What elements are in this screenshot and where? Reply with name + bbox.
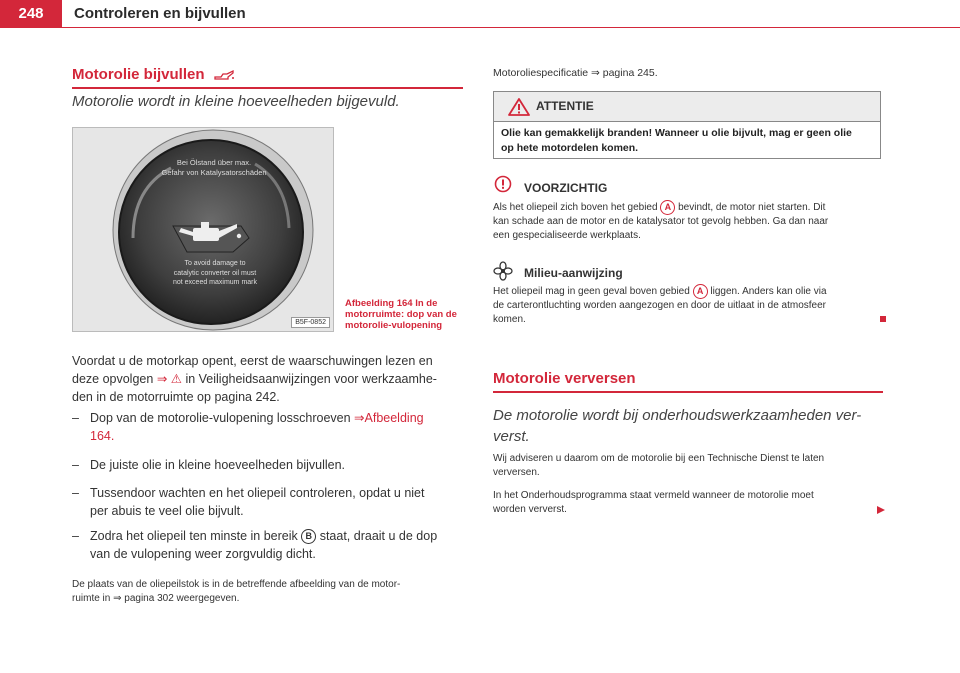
environment-text: Het oliepeil mag in geen geval boven gebied [493,286,693,298]
caution-title: VOORZICHTIG [524,181,608,195]
figure-code: B5F-0852 [291,317,330,328]
section-rule [493,391,883,393]
list-item [72,456,490,474]
warning-header [494,92,880,122]
dash: – [72,486,79,500]
environment-text: liggen. Anders kan olie via [707,286,827,298]
figure-link[interactable]: ⇒Afbeelding [354,411,424,425]
environment-line-2: de carterontluchting worden aangezogen en door de uitlaat in de atmosfeer [493,300,827,312]
figure-link-number[interactable]: 164. [90,429,115,443]
list-item-text: per abuis te veel olie bijvult. [90,504,244,518]
subtitle-line-1: De motorolie wordt bij onderhoudswerkzaamheden ver- [493,407,862,424]
list-item-text: Dop van de motorolie-vulopening losschroeven [90,411,355,425]
section-subtitle: Motorolie wordt in kleine hoeveelheden bijgevuld. [72,93,400,110]
intro-line-2 [72,370,467,388]
dash: – [72,458,79,472]
spec-reference: Motoroliespecificatie ⇒ pagina 245. [493,67,658,79]
list-item-text: van de vulopening weer zorgvuldig dicht. [90,547,316,561]
paragraph-line: worden ververst. [493,504,567,515]
cap-text-top: Bei Ölstand über max. Gefahr von Katalysatorschäden [161,158,267,177]
caution-line-2: kan schade aan de motor en de katalysator tot gevolg hebben. Ga dan naar [493,216,829,228]
intro-line-3: den in de motorruimte op pagina 242. [72,390,280,404]
warning-link[interactable]: ⇒ ⚠ [156,372,182,386]
environment-title: Milieu-aanwijzing [524,266,623,280]
list-item [72,409,490,445]
list-item-text: Zodra het oliepeil ten minste in bereik [90,529,302,543]
header-rule [62,27,960,28]
running-header: Controleren en bijvullen [74,5,246,22]
intro-line-1: Voordat u de motorkap opent, eerst de waarschuwingen lezen en [72,354,433,368]
environment-flower-icon [493,261,513,281]
list-item-text: De juiste olie in kleine hoeveelheden bijvullen. [90,458,346,472]
oil-change-paragraph-1 [493,452,885,480]
warning-line-2: op hete motordelen komen. [501,142,639,154]
caution-text: Als het oliepeil zich boven het gebied [493,202,661,214]
warning-body [501,126,871,156]
warning-box [493,91,881,159]
range-a-marker: A [660,200,675,215]
paragraph-line: In het Onderhoudsprogramma staat vermeld wanneer de motorolie moet [493,490,814,501]
caution-text: bevindt, de motor niet starten. Dit [675,202,826,214]
list-item-text: staat, draait u de dop [316,529,438,543]
cap-text-bottom: To avoid damage to catalytic converter oil must not exceed maximum mark [172,260,258,286]
section-title-oil-topup [72,66,235,83]
intro-line-2-pre: deze opvolgen [72,372,154,386]
warning-title: ATTENTIE [536,99,594,113]
list-item [72,484,490,520]
caution-icon [494,175,512,193]
page-number: 248 [0,0,62,28]
dash: – [72,529,79,543]
section-title-oil-change: Motorolie verversen [493,370,636,387]
dash: – [72,411,79,425]
environment-line-3: komen. [493,314,526,326]
figure-caption: Afbeelding 164 In de motorruimte: dop van de motorolie-vulopening [345,298,457,331]
oil-change-paragraph-2 [493,489,885,517]
figure-oil-cap [72,127,334,332]
intro-paragraph [72,352,467,406]
footnote-line-1: De plaats van de oliepeilstok is in de betreffende afbeelding van de motor- [72,579,401,590]
caution-body [493,200,885,243]
section-rule [72,87,463,89]
paragraph-line: verversen. [493,467,540,478]
continue-arrow-icon [876,505,886,515]
warning-triangle-icon [508,98,530,116]
subtitle-line-2: verst. [493,428,530,445]
range-b-marker: B [301,529,316,544]
caution-line-3: een gespecialiseerde werkplaats. [493,230,641,242]
environment-body [493,284,885,327]
section-title-text: Motorolie bijvullen [72,66,205,83]
list-item [72,527,490,563]
oil-can-icon [213,69,235,81]
paragraph-line: Wij adviseren u daarom om de motorolie bij een Technische Dienst te laten [493,453,825,464]
intro-line-2-post: in Veiligheidsaanwijzingen voor werkzaamhe- [181,372,437,386]
footnote-line-2: ruimte in ⇒ pagina 302 weergegeven. [72,593,240,604]
range-a-marker: A [693,284,708,299]
section-subtitle [493,405,861,447]
list-item-text: Tussendoor wachten en het oliepeil controleren, opdat u niet [90,486,425,500]
warning-line-1: Olie kan gemakkelijk branden! Wanneer u olie bijvult, mag er geen olie [501,127,852,139]
end-of-section-marker [880,316,886,322]
footnote [72,578,467,606]
